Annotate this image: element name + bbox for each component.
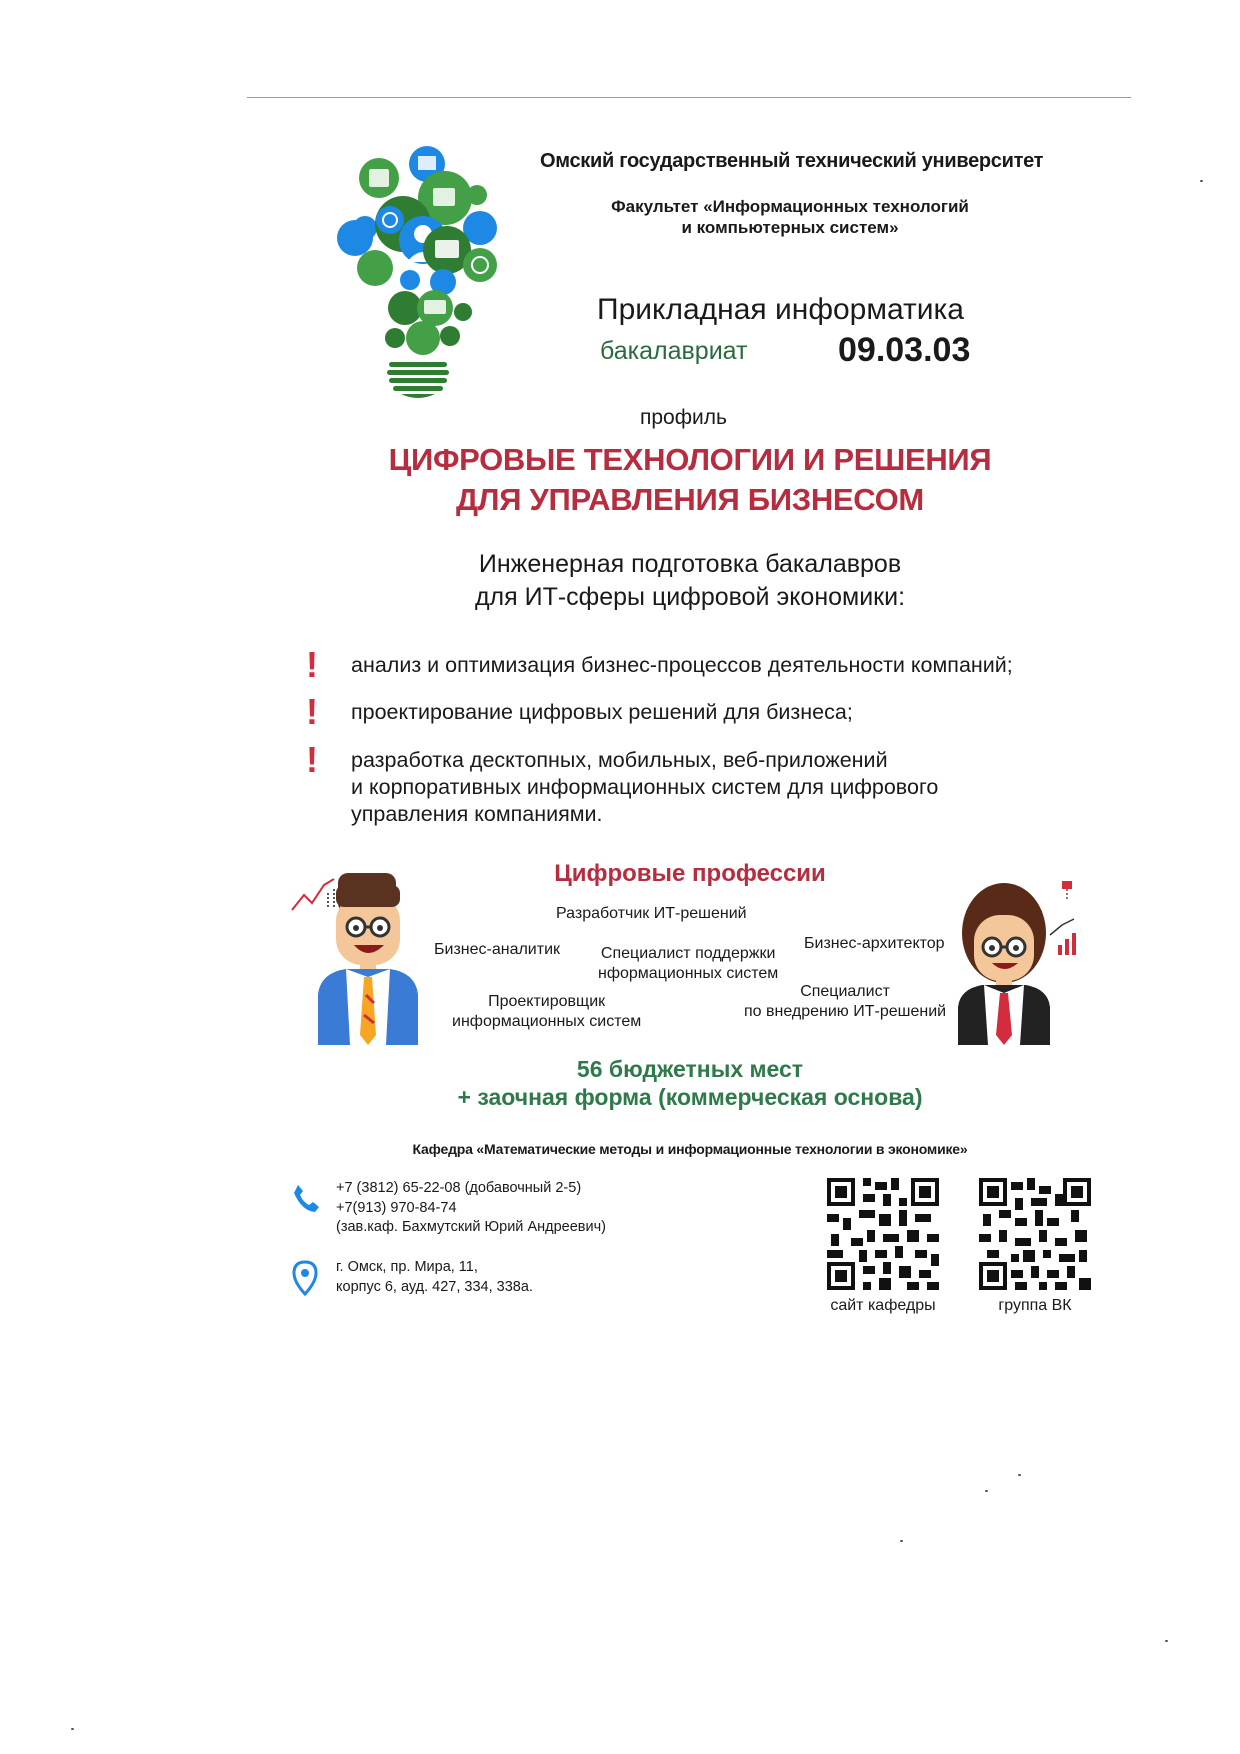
bullet-line: анализ и оптимизация бизнес-процессов деятельности компаний; bbox=[351, 653, 1013, 677]
bullet-text bbox=[351, 652, 1091, 679]
scan-speck bbox=[1200, 180, 1203, 182]
professions-title: Цифровые профессии bbox=[554, 860, 826, 887]
location-pin-icon bbox=[292, 1260, 318, 1296]
exclamation-icon: ! bbox=[306, 644, 318, 685]
role-designer-line-1: Проектировщик bbox=[488, 993, 606, 1010]
budget-line-2: + заочная форма (коммерческая основа) bbox=[457, 1084, 923, 1110]
role-implementer bbox=[744, 982, 946, 1022]
department-name: Кафедра «Математические методы и информационные технологии в экономике» bbox=[412, 1141, 968, 1157]
address bbox=[336, 1258, 533, 1297]
university-name: Омский государственный технический университет bbox=[540, 150, 1044, 172]
lightbulb-icon bbox=[335, 140, 510, 400]
scan-speck bbox=[71, 1728, 74, 1730]
male-specialist-illustration bbox=[290, 865, 430, 1045]
bullet-line: и корпоративных информационных систем для цифрового bbox=[351, 775, 939, 799]
qr-caption-site: сайт кафедры bbox=[830, 1297, 936, 1314]
program-name: Прикладная информатика bbox=[597, 293, 964, 326]
qr-code-site[interactable] bbox=[827, 1178, 939, 1290]
role-analyst: Бизнес-аналитик bbox=[434, 941, 561, 958]
phone-1: +7 (3812) 65-22-08 (добавочный 2-5) bbox=[336, 1180, 582, 1196]
qr-caption-vk: группа ВК bbox=[998, 1297, 1072, 1314]
role-architect: Бизнес-архитектор bbox=[804, 935, 945, 952]
exclamation-icon: ! bbox=[306, 739, 318, 780]
bullet-line: разработка десктопных, мобильных, веб-приложений bbox=[351, 748, 888, 772]
bullet-text bbox=[351, 699, 1091, 726]
qr-code-vk[interactable] bbox=[979, 1178, 1091, 1290]
role-support-line-2: нформационных систем bbox=[598, 965, 779, 982]
bullet-text bbox=[351, 747, 1091, 828]
female-specialist-illustration bbox=[950, 875, 1090, 1045]
intro-text bbox=[410, 548, 970, 614]
profile-title-line-1: ЦИФРОВЫЕ ТЕХНОЛОГИИ И РЕШЕНИЯ bbox=[388, 442, 992, 477]
phone-2: +7(913) 970-84-74 bbox=[336, 1199, 457, 1216]
role-implementer-line-1: Специалист bbox=[800, 983, 890, 1000]
budget-info bbox=[400, 1055, 980, 1111]
top-rule bbox=[247, 97, 1131, 98]
faculty-line-1: Факультет «Информационных технологий bbox=[611, 197, 969, 216]
role-support-line-1: Специалист поддержки bbox=[600, 945, 776, 962]
exclamation-icon: ! bbox=[306, 691, 318, 732]
profile-title-line-2: ДЛЯ УПРАВЛЕНИЯ БИЗНЕСОМ bbox=[456, 482, 924, 517]
scan-speck bbox=[985, 1490, 988, 1492]
role-developer: Разработчик ИТ-решений bbox=[556, 905, 747, 922]
bullet-line: управления компаниями. bbox=[351, 802, 603, 826]
program-level: бакалавриат bbox=[600, 337, 748, 365]
role-support bbox=[598, 944, 778, 984]
profile-title bbox=[360, 440, 1020, 520]
program-code: 09.03.03 bbox=[838, 331, 971, 369]
profile-label: профиль bbox=[640, 406, 727, 429]
department-head: (зав.каф. Бахмутский Юрий Андреевич) bbox=[336, 1219, 606, 1235]
faculty-line-2: и компьютерных систем» bbox=[681, 218, 899, 237]
intro-line-2: для ИТ-сферы цифровой экономики: bbox=[474, 583, 906, 611]
phone-icon bbox=[292, 1183, 320, 1213]
address-line-1: г. Омск, пр. Мира, 11, bbox=[336, 1259, 478, 1275]
scan-speck bbox=[1018, 1474, 1021, 1476]
role-designer bbox=[452, 992, 641, 1032]
scan-speck bbox=[900, 1540, 903, 1542]
address-line-2: корпус 6, ауд. 427, 334, 338а. bbox=[336, 1278, 533, 1295]
bullet-line: проектирование цифровых решений для бизнеса; bbox=[351, 700, 853, 724]
faculty-name bbox=[560, 196, 1020, 238]
scan-speck bbox=[1165, 1640, 1168, 1642]
contact-phones bbox=[336, 1179, 606, 1238]
role-implementer-line-2: по внедрению ИТ-решений bbox=[744, 1003, 947, 1020]
role-designer-line-2: информационных систем bbox=[452, 1013, 642, 1030]
intro-line-1: Инженерная подготовка бакалавров bbox=[478, 550, 902, 578]
budget-line-1: 56 бюджетных мест bbox=[576, 1056, 804, 1082]
